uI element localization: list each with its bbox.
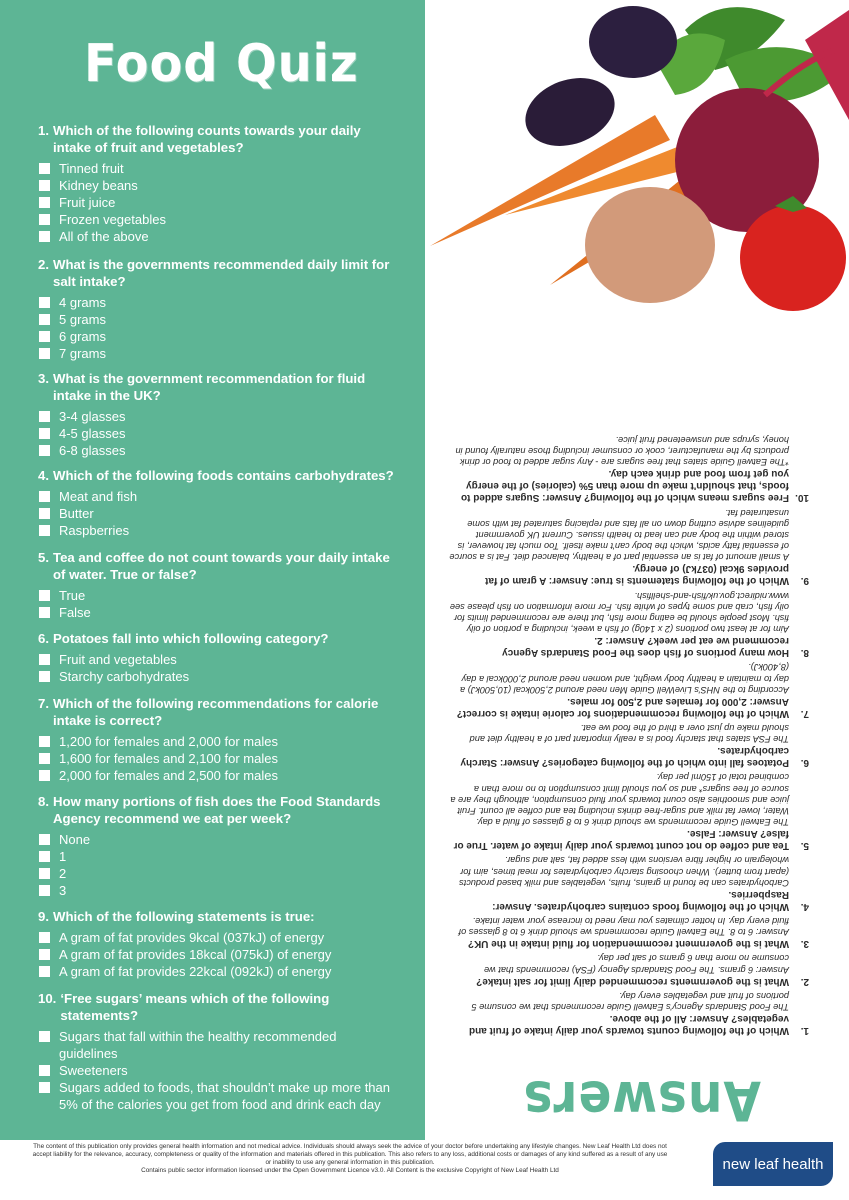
answers-section	[425, 330, 849, 1140]
question-2	[38, 256, 398, 362]
answer-option[interactable]	[39, 505, 398, 522]
option-label: 6-8 glasses	[59, 443, 126, 458]
question-text	[38, 695, 398, 729]
question-number: 7.	[38, 696, 49, 711]
answer-option[interactable]	[39, 160, 398, 177]
question-text	[38, 370, 398, 404]
answer-option[interactable]	[39, 294, 398, 311]
option-label: A gram of fat provides 22kcal (092kJ) of energy	[59, 964, 332, 979]
option-label: Starchy carbohydrates	[59, 669, 190, 684]
option-label: Tinned fruit	[59, 161, 124, 176]
answer-question: Free sugars means which of the following? Answer: Sugars added to foods, that shouldn't make up more than 5% (calories) of the energy you get from food and drink each day.	[460, 468, 789, 504]
option-label: A gram of fat provides 9kcal (037kJ) of energy	[59, 930, 325, 945]
answer-option[interactable]	[39, 604, 398, 621]
answer-item	[449, 661, 809, 719]
answer-item	[449, 952, 809, 986]
answer-option[interactable]	[39, 651, 398, 668]
option-label: Meat and fish	[59, 489, 138, 504]
answer-option[interactable]	[39, 311, 398, 328]
option-label: 4 grams	[59, 295, 106, 310]
answer-number: 8.	[800, 647, 809, 659]
checkbox[interactable]	[39, 1031, 50, 1042]
checkbox[interactable]	[39, 885, 50, 896]
option-label: 2	[59, 866, 67, 881]
question-label: What is the government recommendation for fluid intake in the UK?	[53, 371, 366, 403]
answer-option[interactable]	[39, 750, 398, 767]
checkbox[interactable]	[39, 428, 50, 439]
answer-option[interactable]	[39, 425, 398, 442]
vegetables-image	[425, 0, 849, 330]
answer-number: 3.	[800, 938, 809, 950]
option-label: 1,600 for females and 2,100 for males	[59, 751, 278, 766]
checkbox[interactable]	[39, 851, 50, 862]
answer-option[interactable]	[39, 194, 398, 211]
question-label: Tea and coffee do not count towards your daily intake of water. True or false?	[53, 550, 390, 582]
answer-explanation: A small amount of fat is an essential part of a healthy, balanced diet. Fat is a source of essential fatty acids, which the body can't make itself. Too much fat however, is stored within the body and can lead to health issues. Current UK government guidelines advise cutting down on all fats and replacing saturated fat with some unsaturated fat.	[449, 507, 789, 563]
question-label: Potatoes fall into which following category?	[53, 631, 329, 646]
option-label: Raspberries	[59, 523, 130, 538]
option-label: True	[59, 588, 86, 603]
answer-explanation: Answer: 6 to 8. The Eatwell Guide recommends we should drink 6 to 8 glasses of fluid every day. In hotter climates you may need to increase your water intake.	[458, 915, 789, 938]
checkbox[interactable]	[39, 297, 50, 308]
question-number: 1.	[38, 123, 49, 138]
answers-panel	[425, 0, 849, 1140]
answer-option[interactable]	[39, 408, 398, 425]
answer-option[interactable]	[39, 345, 398, 362]
checkbox[interactable]	[39, 1082, 50, 1093]
answer-option[interactable]	[39, 733, 398, 750]
quiz-panel	[0, 0, 425, 1140]
question-label: What is the governments recommended daily limit for salt intake?	[53, 257, 390, 289]
checkbox[interactable]	[39, 231, 50, 242]
new-leaf-health-logo: new leaf health	[713, 1142, 833, 1186]
option-label: 2,000 for females and 2,500 for males	[59, 768, 278, 783]
checkbox[interactable]	[39, 654, 50, 665]
answer-option[interactable]	[39, 882, 398, 899]
option-label: All of the above	[59, 229, 149, 244]
answer-item	[449, 589, 809, 658]
option-label: 3-4 glasses	[59, 409, 126, 424]
checkbox[interactable]	[39, 491, 50, 502]
question-number: 5.	[38, 550, 49, 565]
checkbox[interactable]	[39, 180, 50, 191]
checkbox[interactable]	[39, 868, 50, 879]
answer-option[interactable]	[39, 929, 398, 946]
answer-explanation: According to the NHS's LiveWell Guide Men need around 2,500kcal (10,500kJ) a day to maintain a healthy body weight, and women need around 2,000kcal a day (8,400kJ).	[460, 662, 789, 695]
copyright-text: Contains public sector information licensed under the Open Government Licence v3.0. All Content is the exclusive Copyright of New Leaf Health Ltd	[141, 1167, 559, 1174]
checkbox[interactable]	[39, 163, 50, 174]
answer-number: 4.	[800, 900, 809, 912]
answer-question: How many portions of fish does the Food Standards Agency recommend we eat per week? Answer: 2.	[502, 635, 789, 659]
answer-number: 9.	[800, 575, 809, 587]
question-label: Which of the following recommendations for calorie intake is correct?	[53, 696, 379, 728]
question-number: 8.	[38, 794, 49, 809]
question-text	[38, 908, 398, 925]
question-label: ‘Free sugars’ means which of the following statements?	[60, 991, 330, 1023]
answer-explanation: *The Eatwell Guide states that free sugars are - Any sugar added to food or drink products by the manufacturer, cook or consumer including those naturally found in honey, syrups and unsweetened fruit juice.	[455, 434, 789, 468]
answer-number: 10.	[795, 492, 809, 504]
question-label: Which of the following statements is true:	[53, 909, 315, 924]
answer-option[interactable]	[39, 228, 398, 245]
question-number: 3.	[38, 371, 49, 386]
answer-question: Which of the following counts towards your daily intake of fruit and vegetables? Answer: All of the above.	[468, 1013, 789, 1036]
checkbox[interactable]	[39, 445, 50, 456]
option-label: Kidney beans	[59, 178, 138, 193]
checkbox[interactable]	[39, 966, 50, 977]
answer-question: Which of the following recommendations for calorie intake is correct? Answer: 2,000 for females and 2,500 for males.	[456, 695, 789, 719]
option-label: 4-5 glasses	[59, 426, 126, 441]
answer-option[interactable]	[39, 668, 398, 685]
answer-question: Which of the following statements is true: Answer: A gram of fat provides 9kcal (037kJ) of energy.	[485, 563, 789, 587]
option-label: Sugars that fall within the healthy recommended guidelines	[59, 1029, 337, 1061]
option-label: 5 grams	[59, 312, 106, 327]
answer-option[interactable]	[39, 1062, 398, 1079]
question-text	[38, 793, 398, 827]
question-label: Which of the following foods contains carbohydrates?	[53, 468, 394, 483]
checkbox[interactable]	[39, 736, 50, 747]
question-label: Which of the following counts towards your daily intake of fruit and vegetables?	[53, 123, 361, 155]
answer-item	[449, 506, 809, 586]
option-label: Fruit and vegetables	[59, 652, 177, 667]
answer-explanation: The Food Standards Agency's Eatwell Guide recommends that we consume 5 portions of fruit and vegetables every day.	[471, 990, 789, 1012]
question-9	[38, 908, 398, 980]
question-text	[38, 256, 398, 290]
question-number: 9.	[38, 909, 49, 924]
checkbox[interactable]	[39, 671, 50, 682]
option-label: None	[59, 832, 91, 847]
option-label: Butter	[59, 506, 94, 521]
answers-list	[449, 431, 809, 1036]
question-1	[38, 122, 398, 245]
option-label: 1,200 for females and 2,000 for males	[59, 734, 278, 749]
answer-explanation: The FSA states that starchy food is a really important part of a healthy diet and should make up just over a third of the food we eat.	[469, 722, 789, 745]
checkbox[interactable]	[39, 607, 50, 618]
answer-option[interactable]	[39, 211, 398, 228]
answer-number: 1.	[800, 1025, 809, 1036]
answers-title: Answers	[522, 1069, 761, 1132]
question-label: How many portions of fish does the Food Standards Agency recommend we eat per week?	[53, 794, 381, 826]
question-text	[38, 549, 398, 583]
answer-option[interactable]	[39, 522, 398, 539]
answer-question: Tea and coffee do not count towards your daily intake of water. True or false? Answer: False.	[453, 828, 789, 852]
option-label: 3	[59, 883, 67, 898]
question-3	[38, 370, 398, 459]
answer-number: 7.	[800, 707, 809, 719]
option-label: 1	[59, 849, 67, 864]
checkbox[interactable]	[39, 932, 50, 943]
checkbox[interactable]	[39, 949, 50, 960]
question-10	[38, 990, 398, 1113]
checkbox[interactable]	[39, 348, 50, 359]
answer-question: Which of the following foods contains carbohydrates. Answer: Raspberries.	[492, 888, 789, 912]
option-label: Sweeteners	[59, 1063, 128, 1078]
question-text	[38, 122, 398, 156]
question-5	[38, 549, 398, 621]
answer-explanation: Carbohydrates can be found in grains, fruits, vegetables and milk based products (apart from butter). When choosing starchy carbohydrates for meal times, aim for wholegrain or higher fibre versions with less added fat, salt and sugar.	[459, 855, 789, 888]
answer-item	[449, 771, 809, 851]
option-label: Sugars added to foods, that shouldn’t make up more than 5% of the calories you get from food and drink each day	[59, 1080, 390, 1112]
answer-option[interactable]	[39, 488, 398, 505]
question-number: 2.	[38, 257, 49, 272]
answer-option[interactable]	[39, 177, 398, 194]
checkbox[interactable]	[39, 590, 50, 601]
option-label: 6 grams	[59, 329, 106, 344]
question-number: 10.	[38, 991, 57, 1006]
answer-option[interactable]	[39, 442, 398, 459]
question-number: 6.	[38, 631, 49, 646]
option-label: Fruit juice	[59, 195, 116, 210]
answer-item	[449, 915, 809, 949]
footer	[0, 1140, 849, 1200]
answer-number: 5.	[800, 840, 809, 852]
checkbox[interactable]	[39, 411, 50, 422]
question-8	[38, 793, 398, 899]
checkbox[interactable]	[39, 525, 50, 536]
checkbox[interactable]	[39, 834, 50, 845]
answer-item	[449, 722, 809, 768]
question-4	[38, 467, 398, 539]
question-text	[38, 630, 398, 647]
answer-option[interactable]	[39, 963, 398, 980]
checkbox[interactable]	[39, 753, 50, 764]
question-text	[38, 990, 398, 1024]
answer-question: What is the governments recommended daily limit for salt intake?	[476, 975, 789, 987]
quiz-title: Food Quiz	[84, 34, 359, 94]
option-label: False	[59, 605, 91, 620]
answer-option[interactable]	[39, 831, 398, 848]
question-6	[38, 630, 398, 685]
checkbox[interactable]	[39, 197, 50, 208]
question-7	[38, 695, 398, 784]
disclaimer-text: The content of this publication only provides general health information and not medical advice. Individuals should always seek the advice of your doctor before undertaking any lifestyle changes. New Leaf Health Ltd does not accept liability for the relevance, accuracy, completeness or quality of the information and materials offered in this publication. This also refers to any loss, additional costs or damages of any kind suffered as a result of any use or inability to use any general information in this publication.	[32, 1143, 668, 1166]
answer-option[interactable]	[39, 865, 398, 882]
answer-option[interactable]	[39, 587, 398, 604]
option-label: 7 grams	[59, 346, 106, 361]
question-number: 4.	[38, 468, 49, 483]
option-label: A gram of fat provides 18kcal (075kJ) of energy	[59, 947, 332, 962]
answer-number: 2.	[800, 975, 809, 987]
checkbox[interactable]	[39, 770, 50, 781]
answer-item	[449, 990, 809, 1036]
checkbox[interactable]	[39, 1065, 50, 1076]
answer-option[interactable]	[39, 1079, 398, 1113]
checkbox[interactable]	[39, 331, 50, 342]
answer-item	[449, 434, 809, 504]
answer-option[interactable]	[39, 848, 398, 865]
checkbox[interactable]	[39, 214, 50, 225]
checkbox[interactable]	[39, 508, 50, 519]
answer-item	[449, 854, 809, 912]
answer-explanation: Aim for at least two portions (2 x 140g) of fish a week, including a portion of oily fish. Most people should be eating more fish, but there are recommended limits for oily fish, crab and some types of white fish. For more information on fish please see www.nidirect.gov.uk/fish-and-shellfish.	[449, 590, 789, 635]
option-label: Frozen vegetables	[59, 212, 166, 227]
answer-question: Potatoes fall into which of the following categories? Answer: Starchy carbohydrates.	[460, 745, 789, 769]
answer-question: What is the government recommendation for fluid intake in the UK?	[467, 938, 789, 950]
answer-option[interactable]	[39, 767, 398, 784]
answer-number: 6.	[800, 757, 809, 769]
answer-option[interactable]	[39, 946, 398, 963]
answer-explanation: The Eatwell Guide recommends we should drink 6 to 8 glasses of fluid a day. Water, lower fat milk and sugar-free drinks including tea and coffee all count. Fruit juice and smoothies also count towards your fluid consumption, although they are a source of free sugars* and so you should limit consumption to no more than a combined total of 150ml per day.	[450, 772, 789, 828]
answer-option[interactable]	[39, 1028, 398, 1062]
answer-explanation: Answer: 6 grams. The Food Standards Agency (FSA) recommends that we consume no more than 6 grams of salt per day.	[483, 953, 789, 975]
question-text	[38, 467, 398, 484]
checkbox[interactable]	[39, 314, 50, 325]
answer-option[interactable]	[39, 328, 398, 345]
